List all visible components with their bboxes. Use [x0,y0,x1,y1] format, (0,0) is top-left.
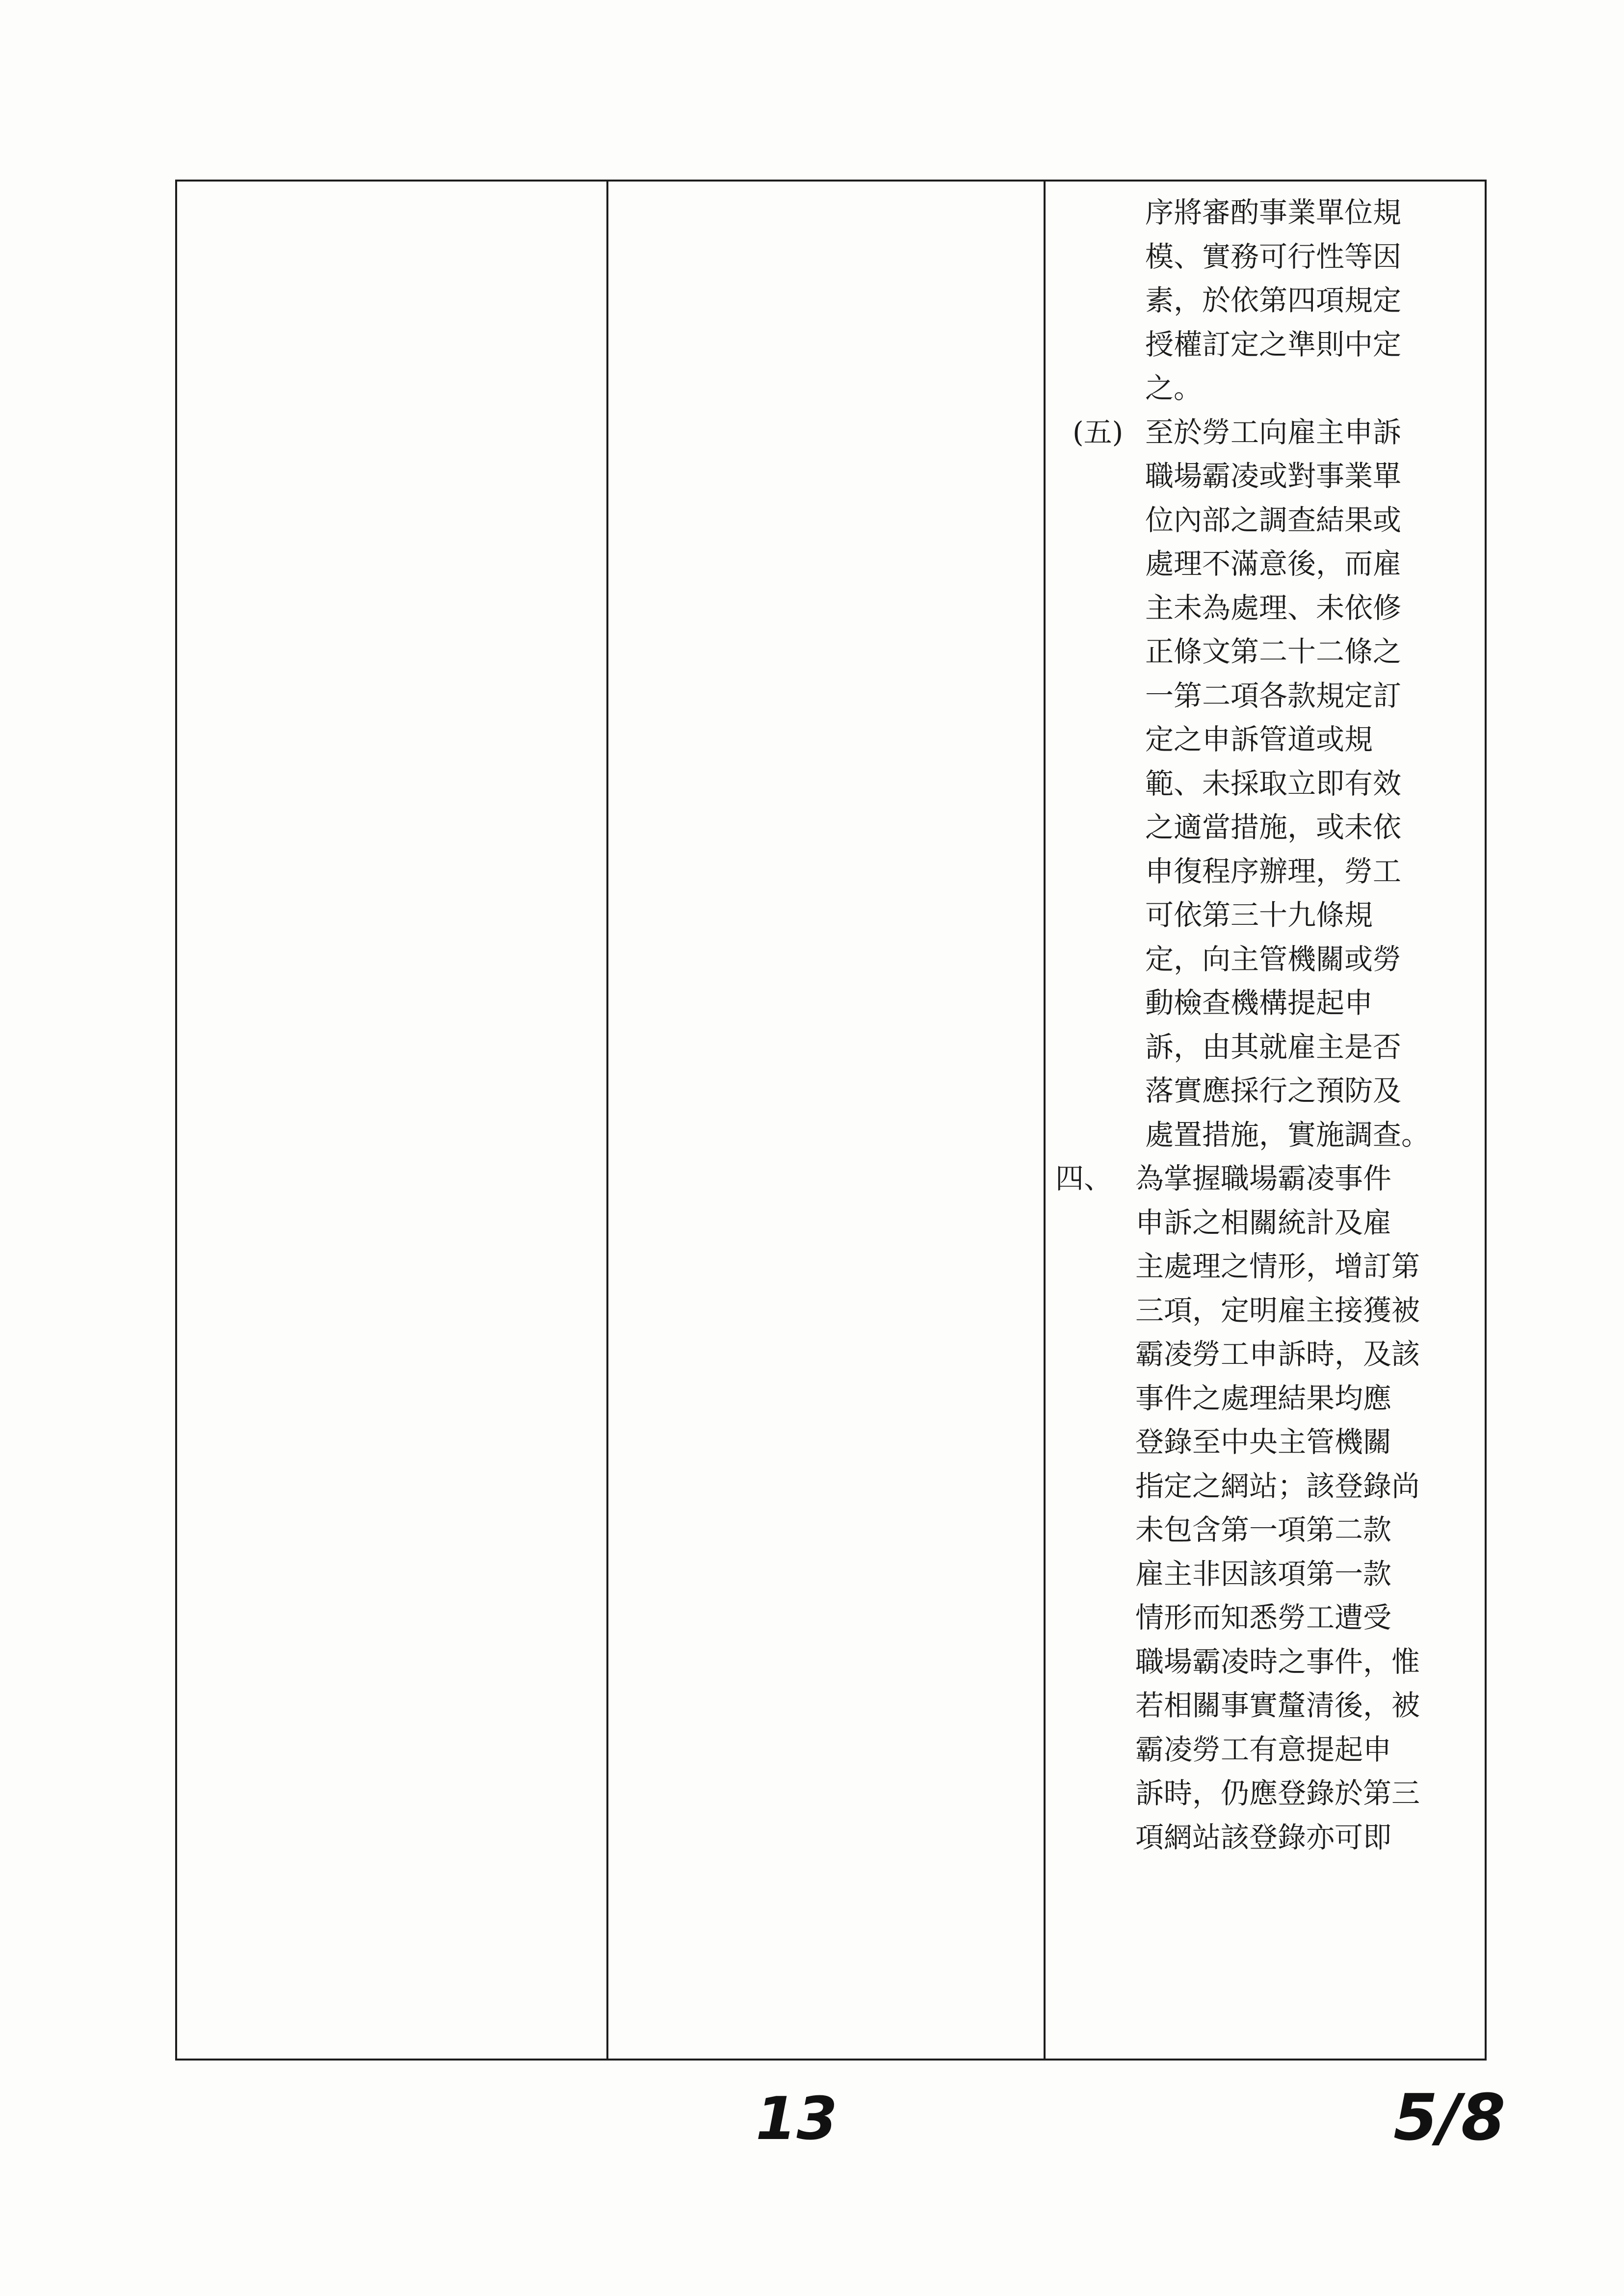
text-line: 主處理之情形，增訂第 [1135,1250,1420,1283]
text-line: 申訴之相關統計及雇 [1135,1205,1392,1239]
text-line: 至於勞工向雇主申訴 [1145,415,1402,449]
handwritten-page-fraction: 5/8 [1393,2080,1506,2155]
text-line: 職場霸凌或對事業單 [1145,459,1402,493]
item-marker-5: (五) [1073,415,1124,449]
comparison-table [175,180,1487,2061]
text-line: 未包含第一項第二款 [1135,1513,1392,1546]
text-line: 範、未採取立即有效 [1145,766,1402,800]
text-line: 為掌握職場霸凌事件 [1135,1162,1392,1195]
text-line: 霸凌勞工申訴時，及該 [1135,1337,1420,1371]
text-line: 動檢查機構提起申 [1145,986,1373,1019]
handwritten-page-number: 13 [756,2085,838,2153]
text-line: 雇主非因該項第一款 [1135,1557,1392,1591]
text-line: 霸凌勞工有意提起申 [1135,1732,1392,1766]
text-line: 指定之網站；該登錄尚 [1135,1469,1420,1503]
text-line: 訴，由其就雇主是否 [1145,1030,1402,1064]
text-line: 可依第三十九條規 [1145,898,1373,932]
table-column-2 [608,182,1046,2059]
table-column-1 [177,182,608,2059]
text-line: 處理不滿意後，而雇 [1145,547,1402,580]
text-line: 位內部之調查結果或 [1145,503,1402,537]
text-line: 登錄至中央主管機關 [1135,1425,1392,1459]
text-line: 一第二項各款規定訂 [1145,678,1402,712]
text-line: 授權訂定之準則中定 [1145,327,1402,361]
table-column-3-explanation [1046,182,1485,2059]
text-line: 之。 [1145,371,1203,405]
text-line: 處置措施，實施調查。 [1145,1118,1430,1151]
text-line: 模、實務可行性等因 [1145,239,1402,273]
text-line: 素，於依第四項規定 [1145,284,1402,317]
text-line: 落實應採行之預防及 [1145,1074,1402,1107]
text-line: 之適當措施，或未依 [1145,810,1402,844]
text-line: 定，向主管機關或勞 [1145,942,1402,976]
text-line: 申復程序辦理，勞工 [1145,854,1402,888]
text-line: 主未為處理、未依修 [1145,591,1402,625]
item-marker-4: 四、 [1055,1162,1113,1195]
text-line: 三項，定明雇主接獲被 [1135,1293,1420,1327]
text-line: 若相關事實釐清後，被 [1135,1689,1420,1722]
text-line: 職場霸凌時之事件，惟 [1135,1644,1420,1678]
text-line: 正條文第二十二條之 [1145,635,1402,668]
text-line: 情形而知悉勞工遭受 [1135,1601,1392,1634]
text-line: 訴時，仍應登錄於第三 [1135,1776,1420,1810]
text-line: 項網站該登錄亦可即 [1135,1820,1392,1854]
text-line: 定之申訴管道或規 [1145,723,1373,756]
text-line: 事件之處理結果均應 [1135,1381,1392,1415]
text-line: 序將審酌事業單位規 [1145,196,1402,229]
